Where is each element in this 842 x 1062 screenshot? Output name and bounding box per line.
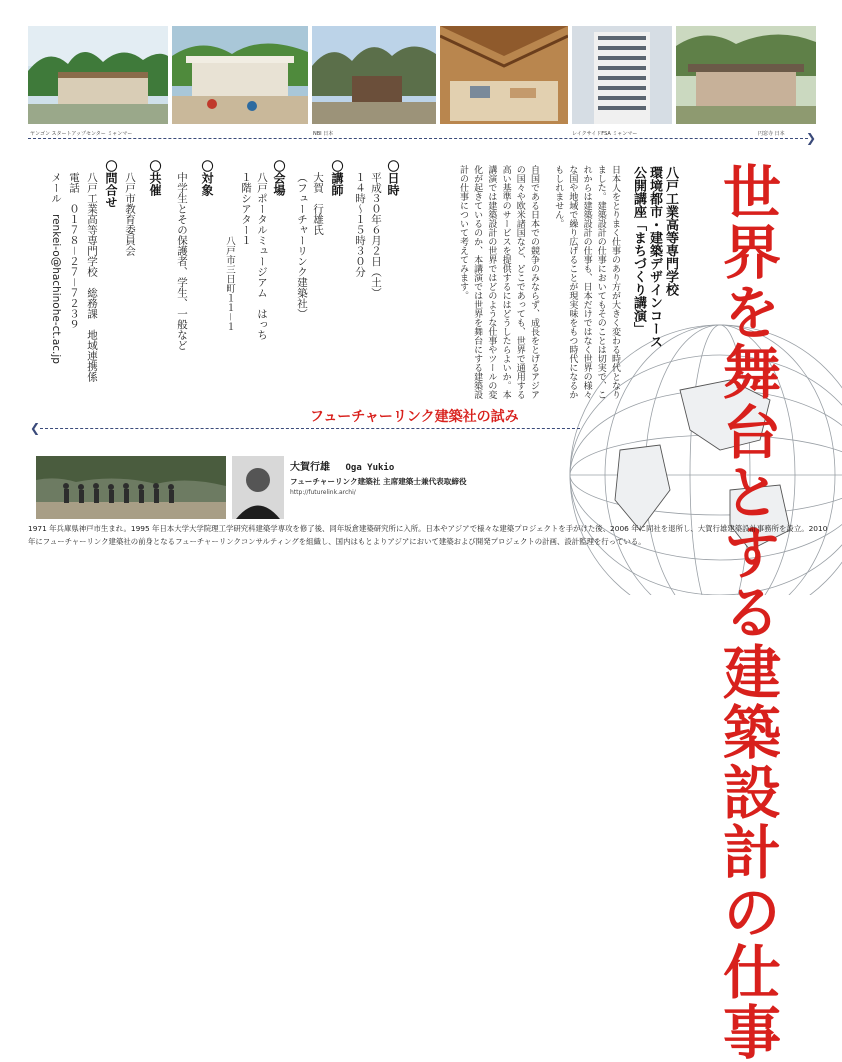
intro-paragraph: 日本人をとりまく仕事のあり方が大きく変わる時代となりました。建築設計の仕事においてもそのことは切実で、これからは建築設計の仕事も、日本だけではなく世界の様々な国や地域で繰り広げることが現実味をもつ時代になるかもしれません。 xyxy=(553,165,620,399)
sponsor-text: 八戸市教育委員会 xyxy=(124,172,136,256)
photo-tower xyxy=(572,26,672,124)
speaker-heading: 〇講師 xyxy=(330,160,344,196)
subheading-line: 公開講座「まちづくり講演」 xyxy=(631,166,646,335)
divider-arrow-bottom xyxy=(40,428,580,429)
photo-trees xyxy=(312,26,436,124)
photo-caption: NBI 日本 xyxy=(313,131,334,137)
group-photo xyxy=(36,456,226,519)
section-title: フューチャーリンク建築社の試み xyxy=(310,409,519,425)
profile-url[interactable]: http://futurelink.archi/ xyxy=(290,489,356,496)
contact-email: メール renkei-o@hachinohe-ct.ac.jp xyxy=(50,172,62,364)
subheading xyxy=(630,166,678,348)
profile-name-en: Oga Yukio xyxy=(345,463,395,473)
subheading-line: 環境都市・建築デザインコース xyxy=(647,166,662,348)
photo-caption: レイクサイドFSA ミャンマー xyxy=(572,131,638,137)
sponsor-heading: 〇共催 xyxy=(148,160,162,196)
profile-bio: 1971 年兵庫県神戸市生まれ。1995 年日本大学大学院理工学研究科建築学専攻を修了後、同年坂倉建築研究所に入所。日本やアジアで様々な建築プロジェクトを手がけた後、2006 年に同社を退所し、大賀行雄建築設計事務所を設立。2010 年にフューチャーリンク建築社の前身となるフューチャーリンクコンサルティングを組織し、国内はもとよりアジアにおいて建築および開発プロジェクトの計画、設計監理を行っている。 xyxy=(28,524,828,546)
time-line: １４時〜１５時３０分 xyxy=(354,172,366,277)
arrow-right-icon: ❯ xyxy=(806,131,817,145)
intro-paragraph: 自国である日本での競争のみならず、成長をとげるアジアの国々や欧米諸国など、どこであっても、世界で通用する高い基準のサービスを提供するにはどうしたらよいか。本講演では建築設計の世界ではどのような仕事やツールの変化が起きているのか、本講演では世界を舞台にする建築設計の仕事について考えてみます。 xyxy=(457,165,539,399)
contact-phone: 電話 ０１７８－２７－７２３９ xyxy=(68,172,80,330)
photo-yangon xyxy=(28,26,168,124)
photo-caption: 円窓寺 日本 xyxy=(758,131,785,137)
venue-heading: 〇会場 xyxy=(272,160,286,196)
page-title: 世界を舞台とする建築設計の仕事 xyxy=(713,162,781,1062)
profile-name-jp: 大賀行雄 xyxy=(290,462,330,473)
intro-text xyxy=(457,165,622,400)
date-line: 平成３０年６月２日（土） xyxy=(370,172,382,298)
target-text: 中学生とその保護者、学生、一般など xyxy=(176,172,188,351)
contact-heading: 〇問合せ xyxy=(104,160,118,208)
profile-name xyxy=(290,458,394,473)
target-heading: 〇対象 xyxy=(200,160,214,196)
profile-role: フューチャーリンク建築社 主席建築士兼代表取締役 xyxy=(290,477,467,486)
photo-temple xyxy=(676,26,816,124)
venue-address: 八戸市三日町１１－１ xyxy=(224,236,235,332)
venue-name: 八戸ポータルミュージアム はっち xyxy=(256,172,268,340)
contact-school: 八戸工業高等専門学校 総務課 地域連携係 xyxy=(86,172,98,382)
divider-arrow-top xyxy=(28,138,808,139)
date-heading: 〇日時 xyxy=(386,160,400,196)
speaker-name: 大賀 行雄氏 xyxy=(312,172,324,235)
subheading-line: 八戸工業高等専門学校 xyxy=(663,166,678,296)
photo-nbi xyxy=(172,26,308,124)
photo-interior xyxy=(440,26,568,124)
venue-room: １階シアター１ xyxy=(240,172,252,246)
arrow-left-icon: ❮ xyxy=(30,421,41,435)
speaker-company: （フューチャーリンク建築社） xyxy=(296,172,308,319)
portrait-photo xyxy=(232,456,284,519)
photo-caption: ヤンゴン スタートアップセンター ミャンマー xyxy=(30,131,133,137)
